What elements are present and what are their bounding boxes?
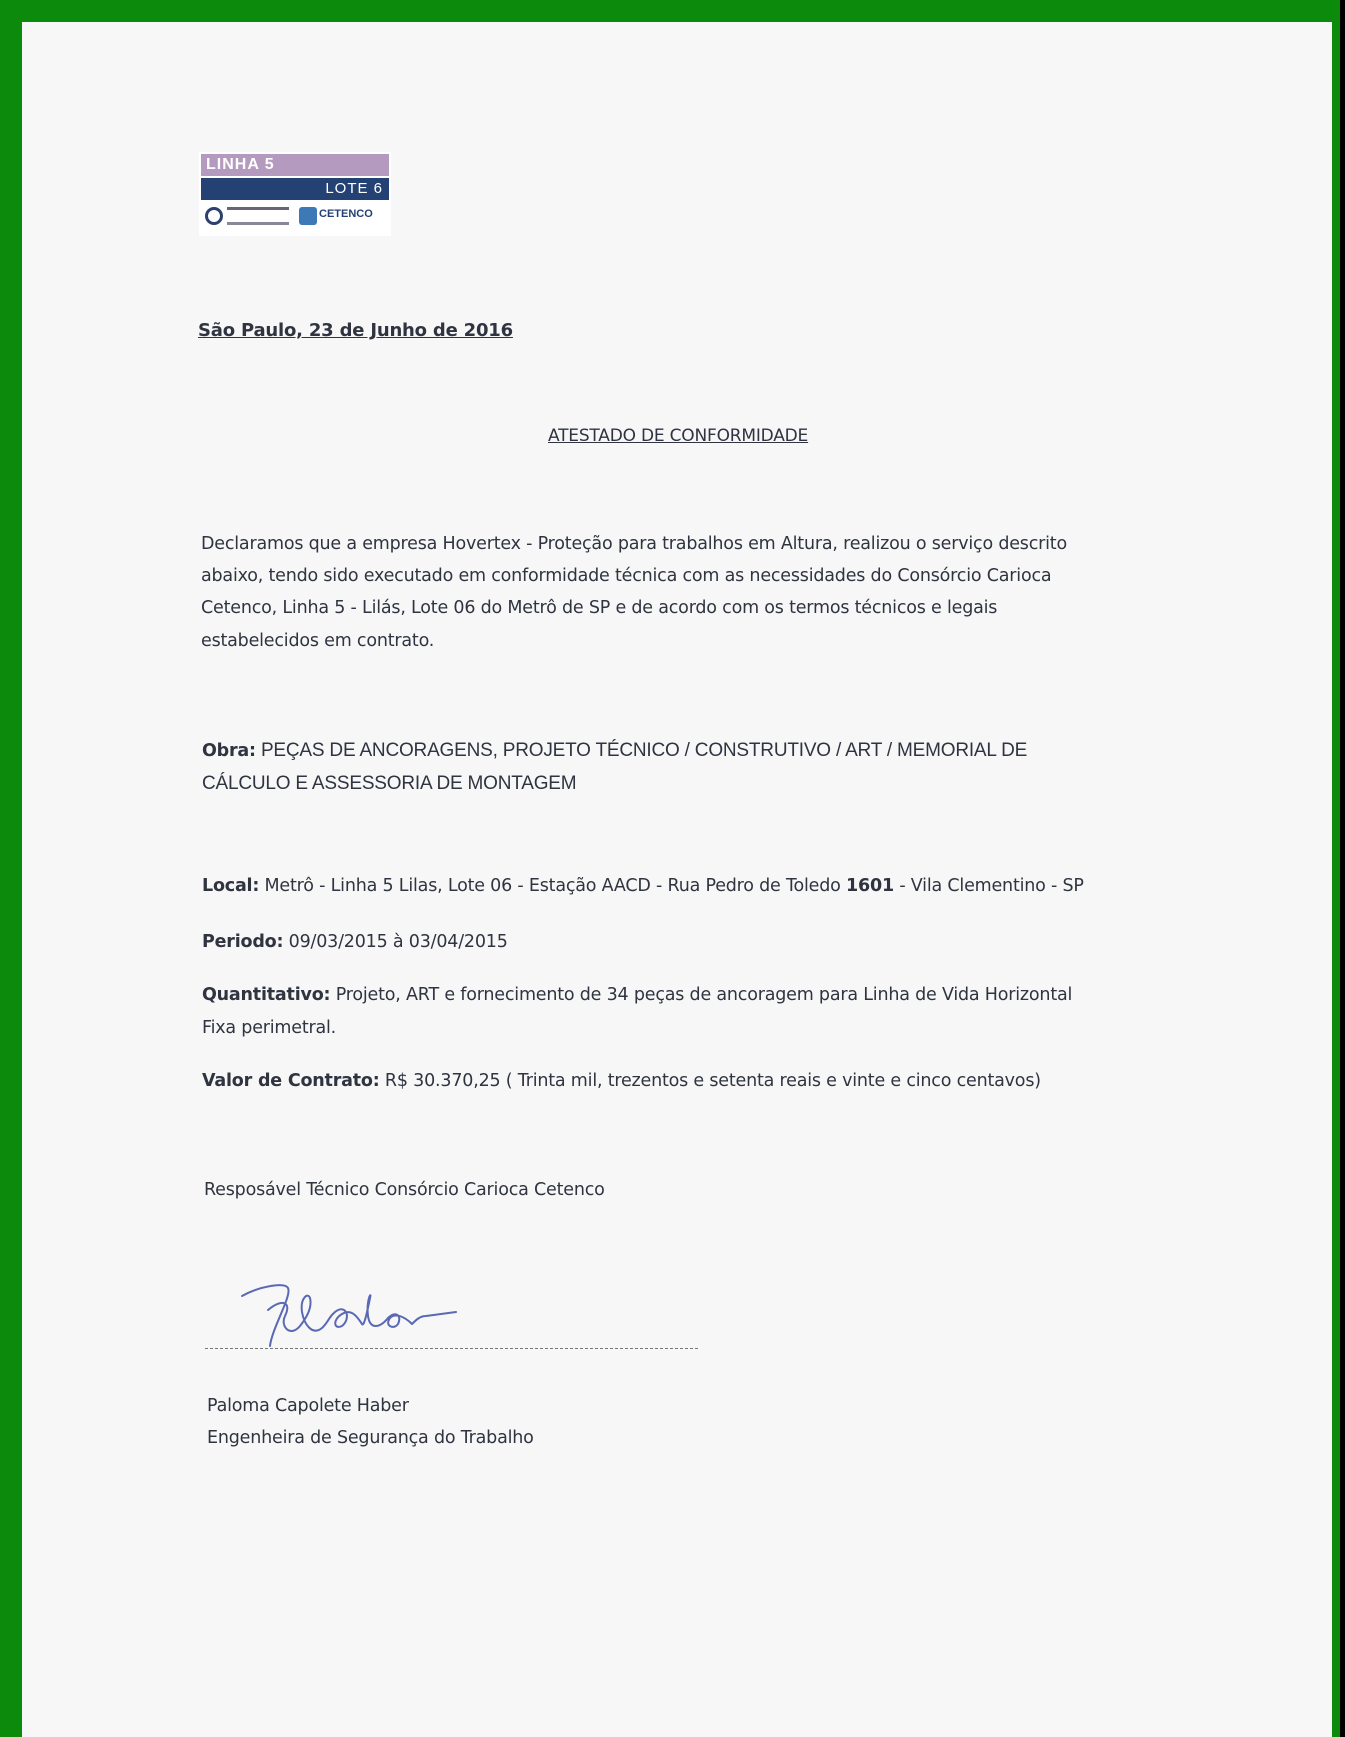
carioca-logo-text-mark: [227, 207, 289, 225]
logo-line-label: LINHA 5: [201, 154, 389, 176]
periodo-line: [202, 932, 508, 952]
quantitativo-label: Quantitativo:: [202, 985, 331, 1005]
quantitativo-value-line-1: Projeto, ART e fornecimento de 34 peças de ancoragem para Linha de Vida Horizontal: [335, 985, 1073, 1005]
obra-value-line-2: CÁLCULO E ASSESSORIA DE MONTAGEM: [202, 773, 577, 794]
cetenco-logo-text: CETENCO: [319, 208, 373, 220]
local-label: Local:: [202, 876, 260, 896]
responsible-heading: Resposável Técnico Consórcio Carioca Cetenco: [204, 1180, 605, 1200]
valor-label: Valor de Contrato:: [202, 1071, 380, 1091]
local-line: [202, 876, 1084, 896]
carioca-logo-icon: [205, 207, 223, 225]
declaration-line-2: abaixo, tendo sido executado em conformidade técnica com as necessidades do Consórcio Carioca: [201, 566, 1052, 586]
valor-line: [202, 1071, 1041, 1091]
local-value: Metrô - Linha 5 Lilas, Lote 06 - Estação AACD - Rua Pedro de Toledo: [264, 876, 841, 896]
obra-value-line-1: PEÇAS DE ANCORAGENS, PROJETO TÉCNICO / CONSTRUTIVO / ART / MEMORIAL DE: [260, 740, 1028, 761]
declaration-line-3: Cetenco, Linha 5 - Lilás, Lote 06 do Metrô de SP e de acordo com os termos técnicos e legais: [201, 598, 998, 618]
periodo-label: Periodo:: [202, 932, 284, 952]
signer-role: Engenheira de Segurança do Trabalho: [207, 1428, 534, 1448]
declaration-line-1: Declaramos que a empresa Hovertex - Proteção para trabalhos em Altura, realizou o serviço descrito: [201, 534, 1067, 554]
periodo-value: 09/03/2015 à 03/04/2015: [288, 932, 508, 952]
quantitativo-value-line-2: Fixa perimetral.: [202, 1018, 337, 1038]
signature-text: Phaber: [230, 1268, 234, 1269]
local-value-rest: - Vila Clementino - SP: [899, 876, 1084, 896]
signer-name: Paloma Capolete Haber: [207, 1396, 409, 1416]
cetenco-logo: [299, 207, 387, 229]
declaration-line-4: estabelecidos em contrato.: [201, 631, 435, 651]
handwritten-signature: [230, 1268, 530, 1358]
date-line: São Paulo, 23 de Junho de 2016: [198, 320, 513, 341]
company-logo: [199, 152, 391, 236]
valor-value: R$ 30.370,25 ( Trinta mil, trezentos e setenta reais e vinte e cinco centavos): [384, 1071, 1041, 1091]
logo-lot-label: LOTE 6: [201, 178, 389, 200]
local-number: 1601: [846, 876, 894, 896]
cetenco-mark-icon: [299, 207, 317, 225]
obra-line-1: [202, 740, 1027, 762]
signature-line: [205, 1348, 698, 1349]
document-title: ATESTADO DE CONFORMIDADE: [548, 426, 809, 446]
quantitativo-line-1: [202, 985, 1072, 1005]
obra-label: Obra:: [202, 741, 256, 761]
